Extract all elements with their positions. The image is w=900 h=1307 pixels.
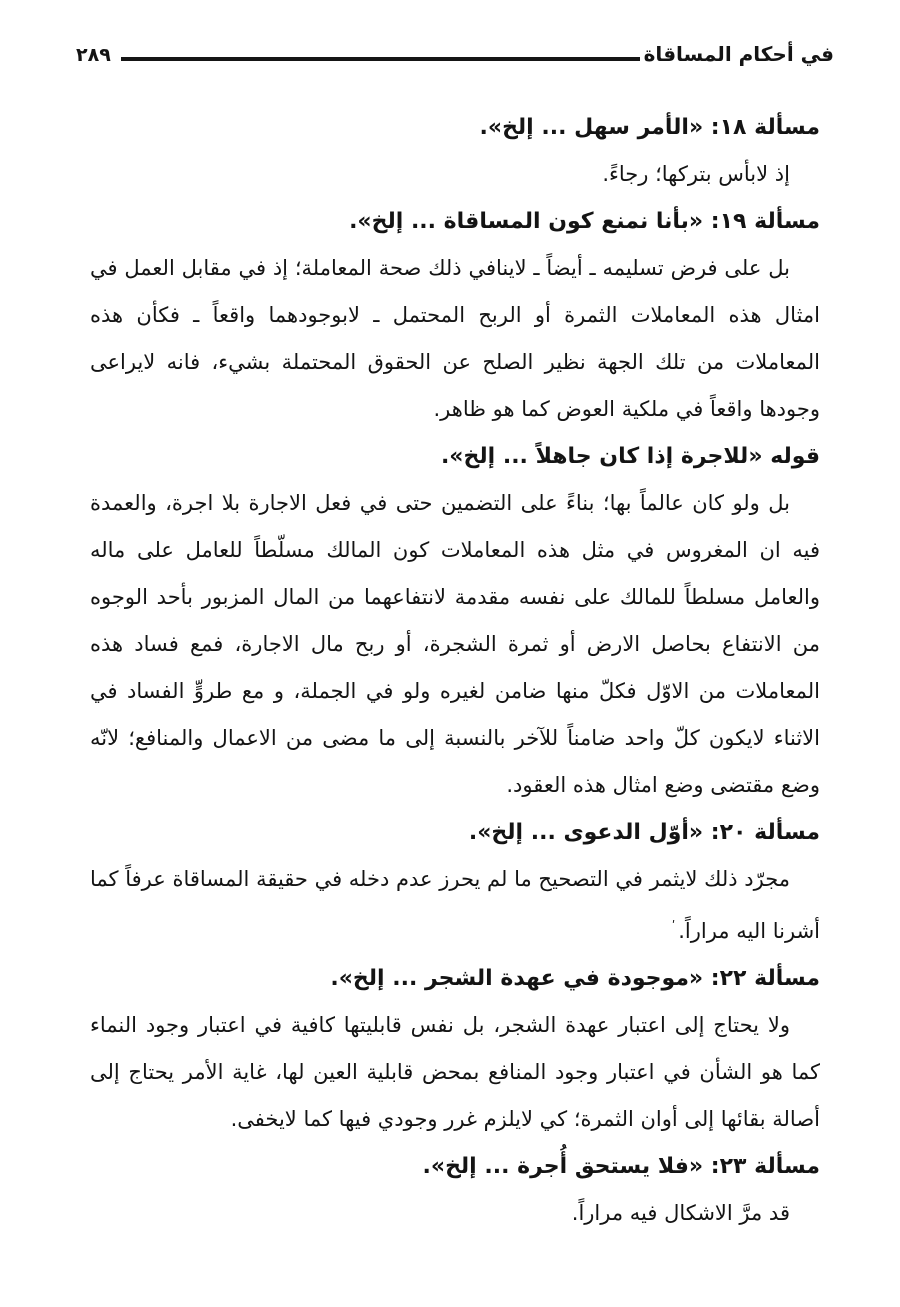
running-header xyxy=(76,42,834,66)
masala-19-heading: مسألة ١٩: «بأنا نمنع كون المساقاة ... إلخ». xyxy=(349,209,820,234)
masala-23-heading: مسألة ٢٣: «فلا يستحق أُجرة ... إلخ». xyxy=(422,1154,820,1179)
body-paragraph: قد مرَّ الاشكال فيه مراراً. xyxy=(571,1201,790,1225)
masala-20-heading: مسألة ٢٠: «أوّل الدعوى ... إلخ». xyxy=(468,820,820,845)
masala-22-heading: مسألة ٢٢: «موجودة في عهدة الشجر ... إلخ». xyxy=(330,966,820,991)
header-rule xyxy=(121,57,640,61)
document-body xyxy=(90,104,820,1237)
qawluhu-heading: قوله «للاجرة إذا كان جاهلاً ... إلخ». xyxy=(440,444,820,469)
paragraph-text: مجرّد ذلك لايثمر في التصحيح ما لم يحرز عدم دخله في حقيقة المساقاة عرفاً كما أشرنا اليه مراراً. xyxy=(90,867,820,943)
page-number: ٢٨٩ xyxy=(76,44,111,66)
body-paragraph xyxy=(90,856,820,955)
chapter-title: في أحكام المساقاة xyxy=(643,42,834,66)
body-paragraph: إذ لابأس بتركها؛ رجاءً. xyxy=(602,162,790,186)
footnote-mark: ʹ xyxy=(671,919,676,933)
body-paragraph: بل على فرض تسليمه ـ أيضاً ـ لاينافي ذلك صحة المعاملة؛ إذ في مقابل العمل في امثال هذه المعاملات الثمرة أو الربح المحتمل ـ لابوجودهما واقعاً ـ فكأن هذه المعاملات من تلك الجهة نظير الصلح عن الحقوق المحتملة بشيء، فانه لايراعى وجودها واقعاً في ملكية العوض كما هو ظاهر. xyxy=(90,256,820,421)
body-paragraph: ولا يحتاج إلى اعتبار عهدة الشجر، بل نفس قابليتها كافية في اعتبار وجود النماء كما هو الشأن في اعتبار وجود المنافع بمحض قابلية العين لها، غاية الأمر يحتاج إلى أصالة بقائها إلى أوان الثمرة؛ كي لايلزم غرر وجودي فيها كما لايخفى. xyxy=(90,1013,820,1131)
masala-18-heading: مسألة ١٨: «الأمر سهل ... إلخ». xyxy=(479,115,820,140)
body-paragraph: بل ولو كان عالماً بها؛ بناءً على التضمين حتى في فعل الاجارة بلا اجرة، والعمدة فيه ان المغروس في مثل هذه المعاملات كون المالك مسلّطاً للعامل على ماله والعامل مسلطاً للمالك على نفسه مقدمة لانتفاعهما من المال المزبور بأحد الوجوه من الانتفاع بحاصل الارض أو ثمرة الشجرة، أو ربح مال الاجارة، فمع فساد هذه المعاملات من الاوّل فكلّ منها ضامن لغيره ولو في الجملة، و مع طروٍّ الفساد في الاثناء لايكون كلّ واحد ضامناً للآخر بالنسبة إلى ما مضى من الاعمال والمنافع؛ لانّه وضع مقتضى وضع امثال هذه العقود. xyxy=(90,491,820,797)
